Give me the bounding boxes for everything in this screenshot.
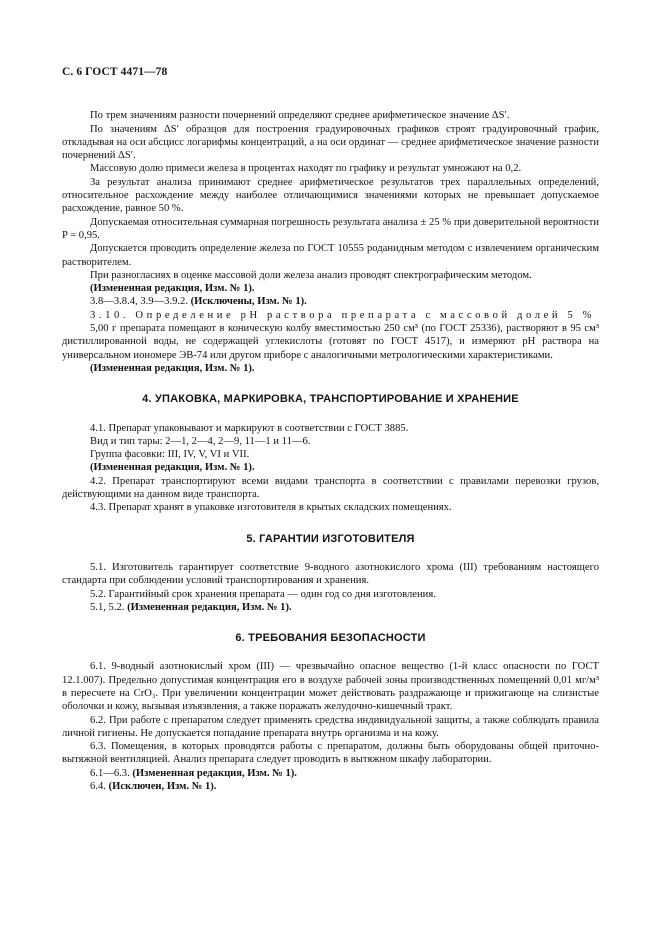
amendment-note: (Измененная редакция, Изм. № 1). — [90, 362, 255, 374]
amendment-note: (Измененная редакция, Изм. № 1). — [127, 601, 292, 613]
paragraph — [62, 295, 599, 308]
document-page — [62, 66, 599, 793]
section-heading-5: 5. ГАРАНТИИ ИЗГОТОВИТЕЛЯ — [246, 532, 415, 545]
section-heading-6: 6. ТРЕБОВАНИЯ БЕЗОПАСНОСТИ — [235, 632, 426, 645]
paragraph: 6.2. При работе с препаратом следует применять средства индивидуальной защиты, а также соблюдать правила личной гигиены. Не допускается попадание препарата внутрь организма и на кожу. — [62, 714, 599, 739]
paragraph: Массовую долю примеси железа в процентах находят по графику и результат умножают на 0,2. — [90, 163, 522, 175]
clause-range: 6.1—6.3. — [90, 767, 133, 779]
paragraph: Вид и тип тары: 2—1, 2—4, 2—9, 11—1 и 11—6. — [90, 435, 311, 447]
amendment-note: (Исключен, Изм. № 1). — [108, 781, 217, 793]
paragraph: По трем значениям разности почернений определяют среднее арифметическое значение ΔS′. — [90, 110, 510, 122]
paragraph: Допускается проводить определение железа по ГОСТ 10555 роданидным методом с извлечением органическим растворителем. — [62, 243, 599, 268]
paragraph: При разногласиях в оценке массовой доли железа анализ проводят спектрографическим методом. — [90, 269, 532, 281]
paragraph: Допускаемая относительная суммарная погрешность результата анализа ± 25 % при доверительной вероятности P = 0,95. — [62, 216, 599, 241]
clause-range: 3.8—3.8.4, 3.9—3.9.2. — [90, 296, 191, 308]
amendment-note: (Измененная редакция, Изм. № 1). — [90, 283, 255, 295]
clause-title: 3.10. Определение pH раствора препарата с массовой долей 5 % — [90, 309, 596, 321]
clause-range: 5.1, 5.2. — [90, 601, 128, 613]
amendment-note: (Измененная редакция, Изм. № 1). — [90, 462, 255, 474]
section-heading-4: 4. УПАКОВКА, МАРКИРОВКА, ТРАНСПОРТИРОВАНИЕ И ХРАНЕНИЕ — [142, 393, 519, 406]
paragraph: 4.1. Препарат упаковывают и маркируют в соответствии с ГОСТ 3885. — [90, 422, 409, 434]
clause-number: 6.4. — [90, 781, 109, 793]
paragraph: По значениям ΔS′ образцов для построения градуировочных графиков строят градуировочный график, откладывая на оси абсцисс логарифмы концентраций, а на оси ординат — среднее арифметическое значение разности почернений ΔS′. — [62, 123, 599, 162]
paragraph: 5,00 г препарата помещают в коническую колбу вместимостью 250 см³ (по ГОСТ 25336), растворяют в 95 см³ дистиллированной воды, не содержащей углекислоты (готовят по ГОСТ 4517), и измеряют pH раствора на универсальном иономере ЭВ-74 или другом приборе с аналогичными метрологическими характеристиками. — [62, 323, 599, 361]
paragraph: Группа фасовки: III, IV, V, VI и VII. — [90, 449, 250, 461]
paragraph: За результат анализа принимают среднее арифметическое результатов трех параллельных определений, относительное расхождение между наиболее отличающимися значениями которых не превышает допускаемое расхождение, равное 50 %. — [62, 176, 599, 215]
paragraph — [62, 601, 599, 614]
amendment-note: (Исключены, Изм. № 1). — [190, 296, 307, 308]
paragraph: 4.3. Препарат хранят в упаковке изготовителя в крытых складских помещениях. — [90, 502, 452, 514]
paragraph: 5.2. Гарантийный срок хранения препарата — один год со дня изготовления. — [90, 588, 436, 600]
paragraph: 4.2. Препарат транспортируют всеми видами транспорта в соответствии с правилами перевозки грузов, действующими на данном виде транспорта. — [62, 475, 599, 501]
paragraph: 5.1. Изготовитель гарантирует соответствие 9-водного азотнокислого хрома (III) требованиям настоящего стандарта при соблюдении условий транспортирования и хранения. — [62, 561, 599, 587]
page-header: С. 6 ГОСТ 4471—78 — [62, 66, 168, 78]
paragraph — [62, 780, 599, 793]
paragraph: 6.1. 9-водный азотнокислый хром (III) — чрезвычайно опасное вещество (1-й класс опасности по ГОСТ 12.1.007). Предельно допустимая концентрация его в воздухе рабочей зоны производственных помещений 0,01 мг/м³ в пересчете на CrO₃. При увеличении концентрации может действовать раздражающе и прижигающе на слизистые оболочки и кожу, вызывая изъязвления, а также поражать желудочно-кишечный тракт. — [62, 661, 599, 713]
paragraph — [62, 767, 599, 780]
paragraph: 6.3. Помещения, в которых проводятся работы с препаратом, должны быть оборудованы общей приточно-вытяжной вентиляцией. Анализ препарата следует проводить в вытяжном шкафу лаборатории. — [62, 741, 599, 766]
amendment-note: (Измененная редакция, Изм. № 1). — [132, 767, 297, 779]
